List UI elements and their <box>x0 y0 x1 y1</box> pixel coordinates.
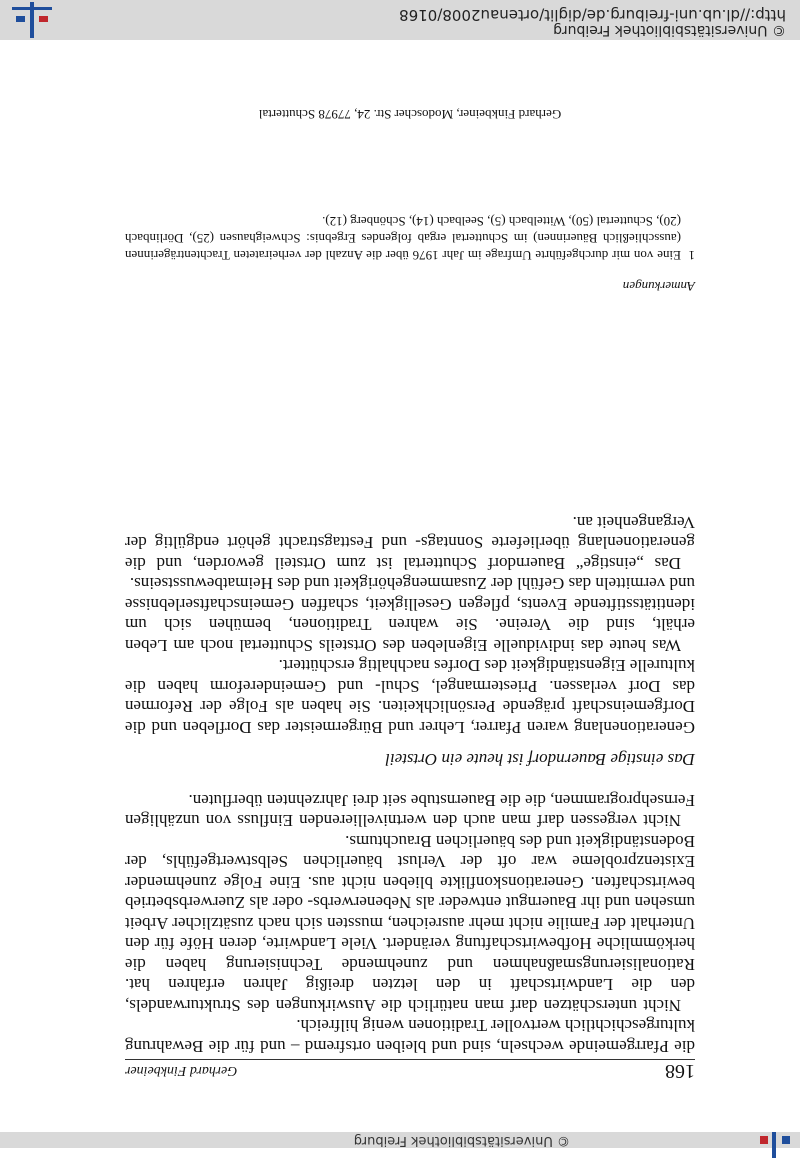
copyright-text: © Universitätsbibliothek Freiburg <box>353 1133 570 1148</box>
paragraph: Was heute das individuelle Eigenleben des Ortsteils Schuttertal noch am Leben erhält, sind die Vereine. Sie wahren Traditionen, bemühen sich um identitätsstiftende Events, pflegen Geselligkeit, schaffen Gemeinschaftserlebnisse und vermitteln das Gefühl der Zusammengehörigkeit und des Heimatbewusstseins. <box>125 574 695 655</box>
footnote-number: 1 <box>688 248 695 263</box>
page-header <box>125 1059 695 1082</box>
copyright-text: © Universitätsbibliothek Freiburg <box>553 22 786 38</box>
ub-freiburg-logo-icon <box>754 1132 794 1158</box>
author-address: Gerhard Finkbeiner, Modoscher Str. 24, 77978 Schuttertal <box>258 107 562 122</box>
paragraph: Generationenlang waren Pfarrer, Lehrer und Bürgermeister das Dorfleben und die Dorfgemeinschaft prägende Persönlichkeiten. Sie haben als Folge der Reformen das Dorf verlassen. Priestermangel, Schul- und Gemeindereform haben die kulturelle Eigenständigkeit des Dorfes nachhaltig erschüttert. <box>125 656 695 737</box>
notes-title: Anmerkungen <box>622 279 695 294</box>
running-head: Gerhard Finkbeiner <box>125 1063 238 1078</box>
viewer-top-strip <box>0 1132 800 1148</box>
ub-freiburg-logo-icon <box>12 0 52 40</box>
page-url-link[interactable]: http://dl.ub.uni-freiburg.de/diglit/ortenau2008/0168 <box>399 6 786 24</box>
body-text <box>125 512 695 1057</box>
viewer-url-bar <box>0 0 800 40</box>
paragraph: Nicht vergessen darf man auch den wertnivellierenden Einfluss von unzähligen Fernsehprogrammen, die die Bauernstube seit drei Jahrzehnten überfluten. <box>125 791 695 831</box>
paragraph: Das „einstige“ Bauerndorf Schuttertal ist zum Ortsteil geworden, und die generationenlang überlieferte Sonntags- und Festtagstracht gehört endgültig der Vergangenheit an. <box>125 513 695 573</box>
paragraph: Nicht unterschätzen darf man natürlich die Auswirkungen des Strukturwandels, den die Landwirtschaft in den letzten dreißig Jahren erfahren hat. Rationalisierungsmaßnahmen und zunehmende Technisierung haben die herkömmliche Hofbewirtschaftung verändert. Viele Landwirte, deren Höfe für den Unterhalt der Familie nicht mehr ausreichen, mussten sich nach zusätzlicher Arbeit umsehen und ihr Bauerngut entweder als Nebenerwerbs- oder als Zuerwerbsbetrieb bewirtschaften. Generationskonflikte blieben nicht aus. Eine Folge zunehmender Existenzprobleme war oft der Verlust bäuerlichen Selbstwertgefühls, der Bodenständigkeit und des bäuerlichen Brauchtums. <box>125 832 695 1015</box>
section-heading: Das einstige Bauerndorf ist heute ein Ortsteil <box>385 750 695 770</box>
footnote-text: Eine von mir durchgeführte Umfrage im Jahr 1976 über die Anzahl der verheirateten Trachtenträgerinnen (ausschließlich Bäuerinnen) im Schuttertal ergab folgendes Ergebnis: Schweighausen (25), Dörlinbach (20), Schuttertal (50), Wittelbach (5), Seelbach (14), Schönberg (12). <box>125 214 681 263</box>
page-number: 168 <box>665 1060 695 1082</box>
paragraph: die Pfarrgemeinde wechseln, sind und bleiben ortsfremd – und für die Bewahrung kulturgeschichtlich wertvoller Traditionen wenig hilfreich. <box>125 1016 695 1056</box>
footnote <box>125 213 695 264</box>
notes-section <box>125 106 695 295</box>
